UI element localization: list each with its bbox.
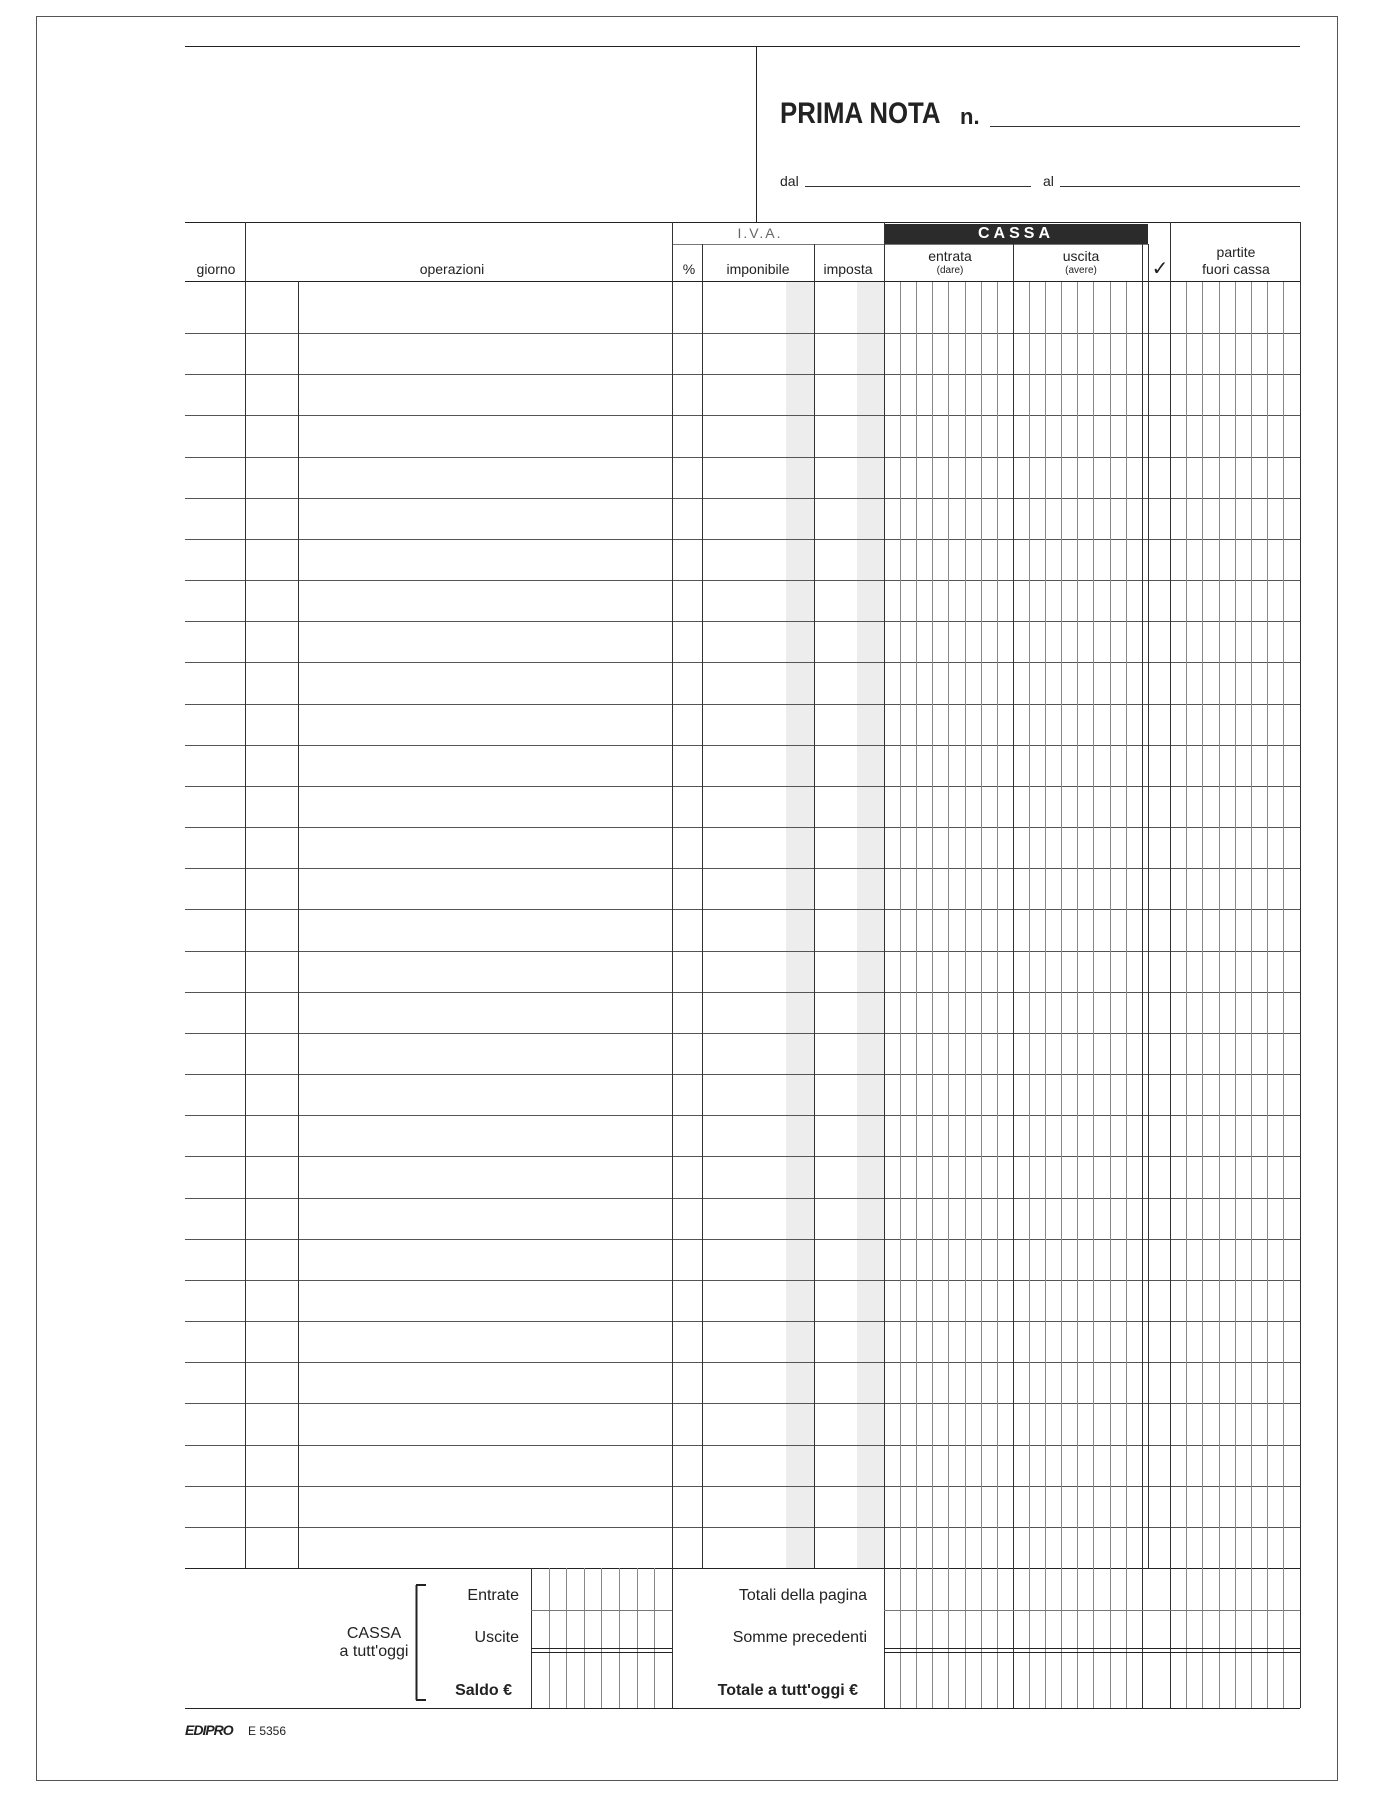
title-suffix: n. <box>960 104 980 129</box>
col-entrata-sub: (dare) <box>936 265 964 276</box>
col-imposta: imposta <box>823 261 873 277</box>
totali-pagina-label: Totali della pagina <box>738 1587 867 1604</box>
cassa-footer-label-2: a tutt'oggi <box>339 1643 409 1660</box>
document-title: PRIMA NOTA <box>780 97 941 130</box>
somme-precedenti-label: Somme precedenti <box>732 1629 867 1646</box>
cassa-footer-label: CASSA <box>346 1625 402 1642</box>
brand-logo: EDIPRO <box>185 1722 233 1738</box>
col-imponibile: imponibile <box>726 261 790 277</box>
iva-group-label: I.V.A. <box>737 225 783 241</box>
col-percent: % <box>682 261 696 277</box>
saldo-label: Saldo € <box>455 1682 512 1699</box>
from-label: dal <box>780 173 799 189</box>
col-uscita: uscita <box>1062 248 1100 264</box>
check-icon: ✓ <box>1151 258 1169 280</box>
to-label: al <box>1043 173 1054 189</box>
uscite-label: Uscite <box>474 1629 519 1646</box>
col-partite-2: fuori cassa <box>1202 261 1270 277</box>
cassa-group-label: CASSA <box>884 224 1148 244</box>
col-partite: partite <box>1216 244 1256 260</box>
entrate-label: Entrate <box>467 1587 519 1604</box>
totale-label: Totale a tutt'oggi € <box>717 1682 858 1699</box>
col-giorno: giorno <box>196 261 236 277</box>
col-operazioni: operazioni <box>419 261 485 277</box>
col-entrata: entrata <box>928 248 972 264</box>
form-code: E 5356 <box>248 1724 287 1738</box>
col-uscita-sub: (avere) <box>1065 265 1097 276</box>
